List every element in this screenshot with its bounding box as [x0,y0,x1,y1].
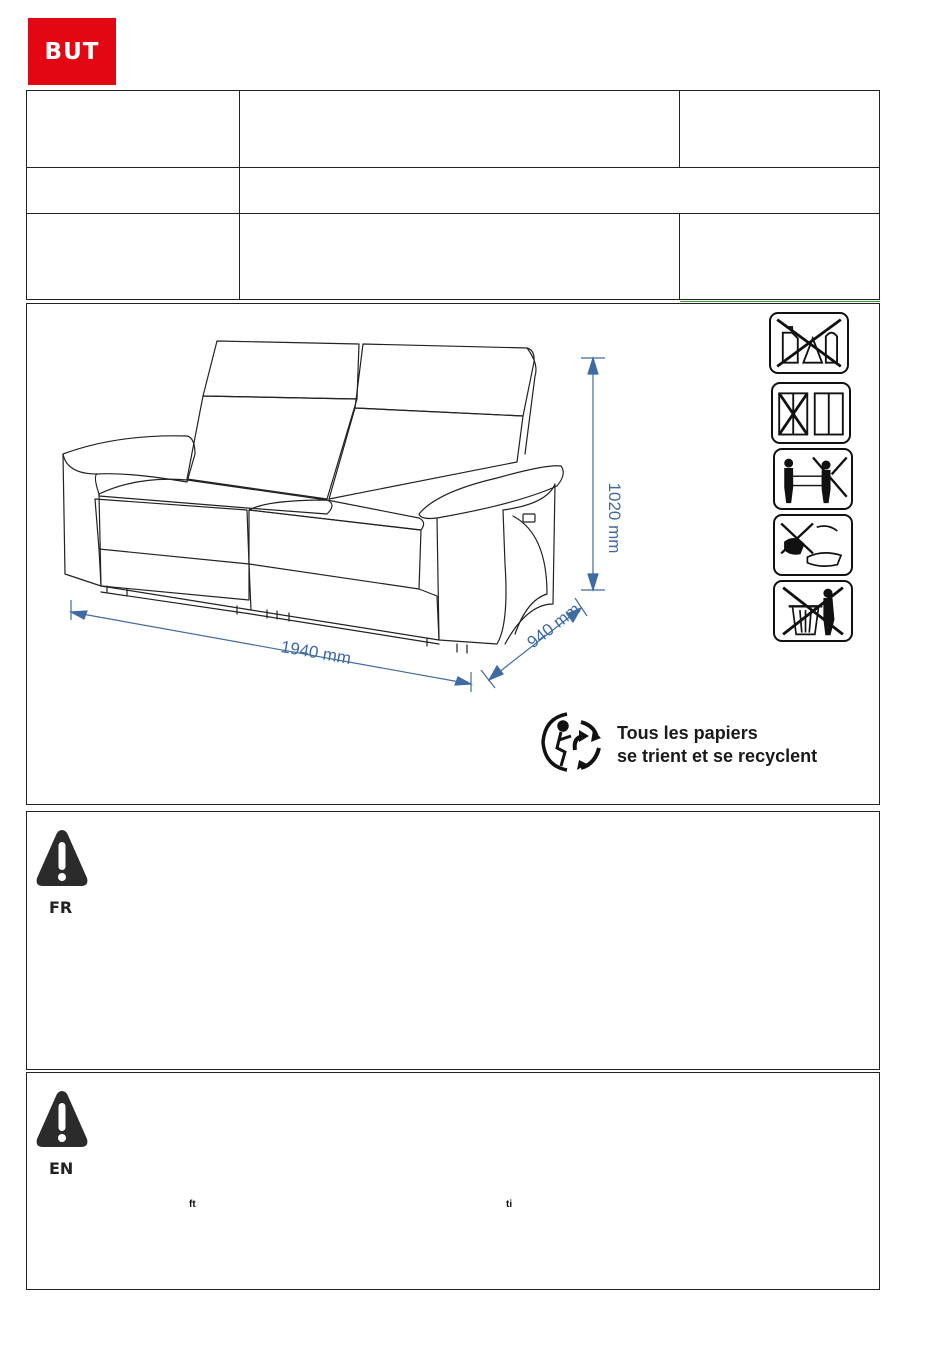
info-table-col-divider-2b [679,213,680,299]
height-dimension-label: 1020 mm [605,482,624,554]
no-chemical-cleaners-icon [769,312,849,374]
info-table-row-divider-2 [27,213,879,214]
product-drawing-panel [26,303,880,805]
warning-panel-fr [26,811,880,1070]
warning-icon [35,828,89,888]
text-fragment-2: ti [506,1199,513,1210]
language-code-fr: FR [49,898,73,917]
two-person-assembly-icon [773,448,853,510]
info-table-col-divider-2a [679,91,680,167]
table-bottom-rule [680,301,880,302]
info-table-col-divider-1 [239,91,240,299]
brand-logo: BUT [28,18,116,85]
warning-icon [35,1089,89,1149]
recycling-line-1: Tous les papiers [617,723,758,743]
language-code-en: EN [49,1159,74,1178]
width-dimension-label: 1940 mm [279,637,353,669]
info-table-row-divider-1 [27,167,879,168]
recycling-notice [537,708,857,778]
recycling-text [617,722,817,768]
no-sharp-objects-icon [773,514,853,576]
text-fragment-1: ft [189,1199,196,1210]
no-abrasive-cleaning-icon [771,382,851,444]
product-info-table [26,90,880,300]
recycling-line-2: se trient et se recyclent [617,746,818,766]
triman-recycling-icon [537,708,607,778]
depth-dimension-label: 940 mm [523,599,584,653]
do-not-dispose-in-trash-icon [773,580,853,642]
warning-panel-en [26,1072,880,1290]
